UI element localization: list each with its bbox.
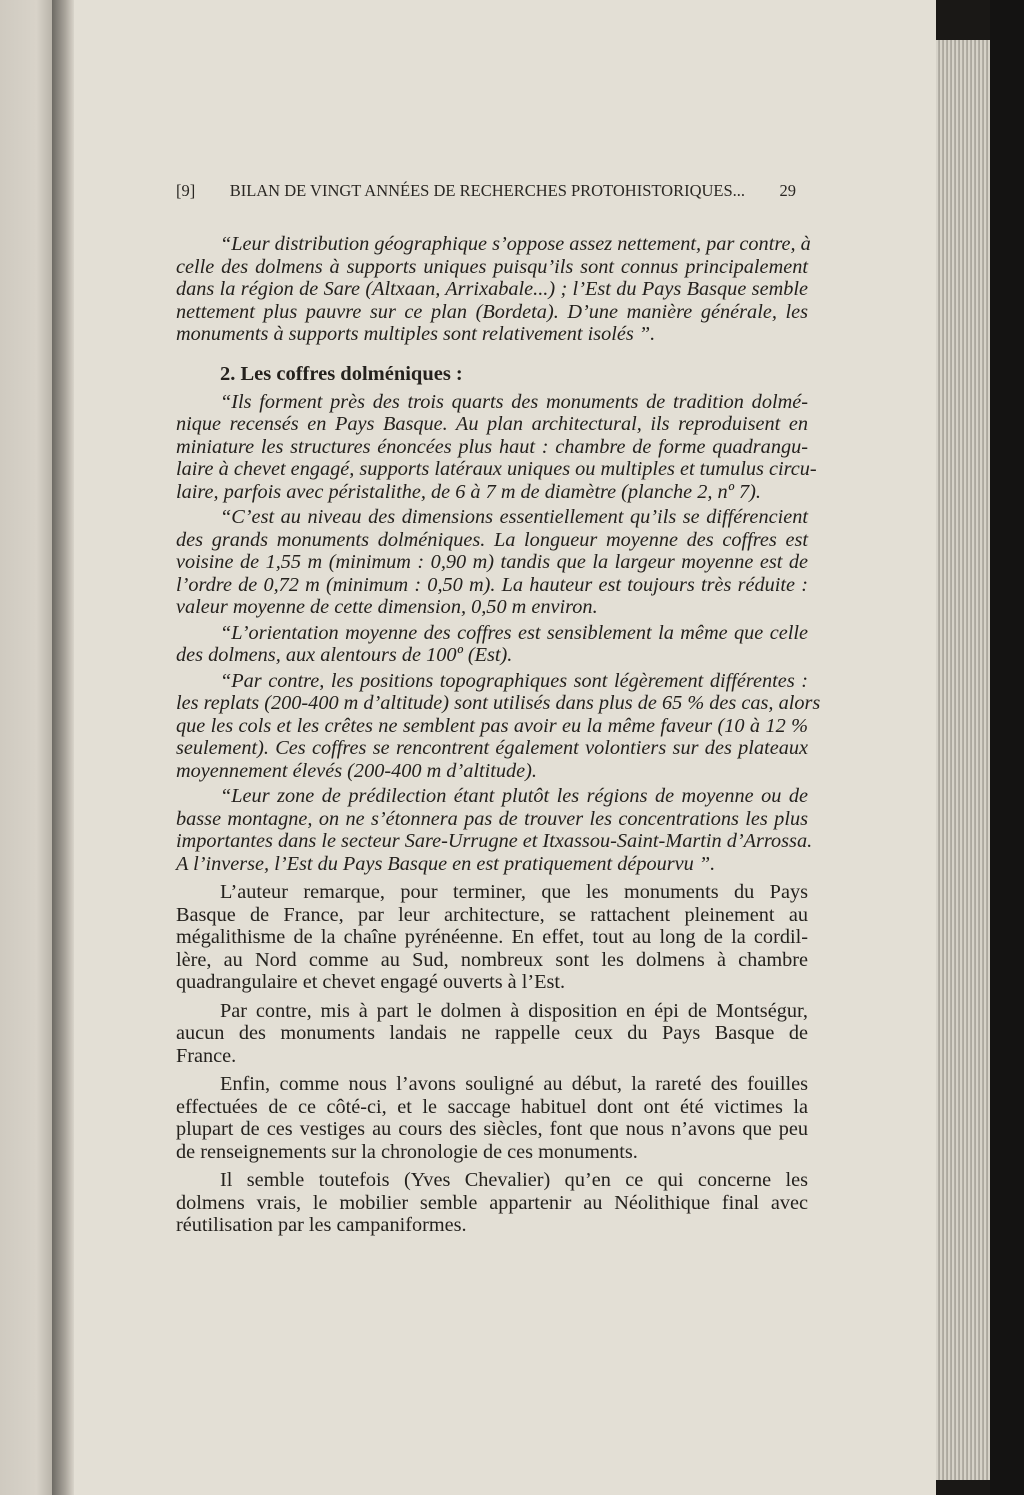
- text-line: Enfin, comme nous l’avons souligné au début, la rareté des fouilles: [220, 1073, 808, 1095]
- text-line: les replats (200-400 m d’altitude) sont utilisés dans plus de 65 % des cas, alors: [176, 692, 821, 714]
- text-line: basse montagne, on ne s’étonnera pas de trouver les concentrations les plus: [176, 807, 808, 830]
- quoted-paragraph: [176, 233, 811, 346]
- text-line: “L’orientation moyenne des coffres est sensiblement la même que celle: [220, 621, 808, 644]
- text-line: miniature les structures énoncées plus haut : chambre de forme quadrangu-: [176, 435, 808, 458]
- text-line: effectuées de ce côté-ci, et le saccage habituel dont ont été victimes la: [176, 1095, 808, 1118]
- text-line: “Leur zone de prédilection étant plutôt les régions de moyenne ou de: [220, 785, 808, 807]
- text-line: mégalithisme de la chaîne pyrénéenne. En effet, tout au long de la cordil-: [176, 926, 808, 948]
- page-stack-edge: [936, 40, 990, 1480]
- text-line: seulement). Ces coffres se rencontrent également volontiers sur des plateaux: [176, 737, 808, 759]
- paragraph: [176, 881, 808, 994]
- quoted-paragraph: [176, 669, 821, 783]
- quoted-paragraph: [176, 785, 813, 875]
- text-line: “Leur distribution géographique s’oppose assez nettement, par contre, à: [220, 233, 811, 255]
- text-line: France.: [176, 1044, 237, 1067]
- page-number: 29: [779, 181, 796, 200]
- body-text: [176, 233, 821, 1243]
- book-gutter: [52, 0, 74, 1495]
- text-line: laire, parfois avec péristalithe, de 6 à 7 m de diamètre (planche 2, nº 7).: [176, 480, 761, 503]
- text-line: monuments à supports multiples sont relativement isolés ”.: [176, 323, 656, 345]
- text-line: celle des dolmens à supports uniques puisqu’ils sont connus principalement: [176, 255, 808, 278]
- text-line: “Ils forment près des trois quarts des monuments de tradition dolmé-: [220, 390, 808, 413]
- text-line: Basque de France, par leur architecture, se rattachent pleinement au: [176, 903, 808, 926]
- text-line: moyennement élevés (200-400 m d’altitude).: [176, 759, 537, 782]
- text-line: “Par contre, les positions topographiques sont légèrement différentes :: [220, 669, 808, 692]
- text-line: réutilisation par les campaniformes.: [176, 1214, 467, 1236]
- text-line: quadrangulaire et chevet engagé ouverts à l’Est.: [176, 971, 566, 993]
- text-line: dans la région de Sare (Altxaan, Arrixabale...) ; l’Est du Pays Basque semble: [176, 278, 808, 300]
- running-header: [176, 181, 796, 201]
- section-number: [9]: [176, 181, 196, 200]
- text-line: “C’est au niveau des dimensions essentiellement qu’ils se différencient: [220, 506, 808, 528]
- paragraph: [176, 1073, 808, 1163]
- scan-background: [990, 0, 1024, 1495]
- text-line: A l’inverse, l’Est du Pays Basque en est pratiquement dépourvu ”.: [176, 852, 716, 875]
- text-line: L’auteur remarque, pour terminer, que les monuments du Pays: [220, 881, 808, 903]
- text-line: des grands monuments dolméniques. La longueur moyenne des coffres est: [176, 528, 808, 551]
- text-line: que les cols et les crêtes ne semblent pas avoir eu la même faveur (10 à 12 %: [176, 714, 808, 737]
- text-line: lère, au Nord comme au Sud, nombreux sont les dolmens à chambre: [176, 948, 808, 971]
- text-line: Par contre, mis à part le dolmen à disposition en épi de Montségur,: [220, 999, 808, 1022]
- running-title: BILAN DE VINGT ANNÉES DE RECHERCHES PROTOHISTORIQUES...: [229, 181, 746, 200]
- text-line: aucun des monuments landais ne rappelle ceux du Pays Basque de: [176, 1022, 808, 1044]
- text-line: des dolmens, aux alentours de 100º (Est).: [176, 644, 513, 666]
- paragraph: [176, 1000, 808, 1068]
- quoted-paragraph: [176, 390, 817, 504]
- left-page-edge: [0, 0, 52, 1495]
- text-line: Il semble toutefois (Yves Chevalier) qu’en ce qui concerne les: [220, 1169, 808, 1191]
- text-line: nettement plus pauvre sur ce plan (Bordeta). D’une manière générale, les: [176, 300, 808, 323]
- text-line: laire à chevet engagé, supports latéraux uniques ou multiples et tumulus circu-: [176, 458, 817, 480]
- text-line: plupart de ces vestiges au cours des siècles, font que nous n’avons que peu: [176, 1118, 808, 1140]
- paragraph: [176, 1169, 808, 1237]
- text-line: de renseignements sur la chronologie de ces monuments.: [176, 1140, 638, 1163]
- text-line: nique recensés en Pays Basque. Au plan architectural, ils reproduisent en: [176, 413, 808, 435]
- text-line: l’ordre de 0,72 m (minimum : 0,50 m). La hauteur est toujours très réduite :: [176, 573, 808, 596]
- text-line: voisine de 1,55 m (minimum : 0,90 m) tandis que la largeur moyenne est de: [176, 551, 808, 573]
- text-line: valeur moyenne de cette dimension, 0,50 m environ.: [176, 596, 598, 618]
- quoted-paragraph: [176, 506, 808, 619]
- text-line: importantes dans le secteur Sare-Urrugne et Itxassou-Saint-Martin d’Arrossa.: [176, 830, 813, 852]
- text-line: dolmens vrais, le mobilier semble appartenir au Néolithique final avec: [176, 1191, 808, 1214]
- quoted-paragraph: [176, 622, 808, 667]
- section-heading: 2. Les coffres dolméniques :: [220, 362, 463, 385]
